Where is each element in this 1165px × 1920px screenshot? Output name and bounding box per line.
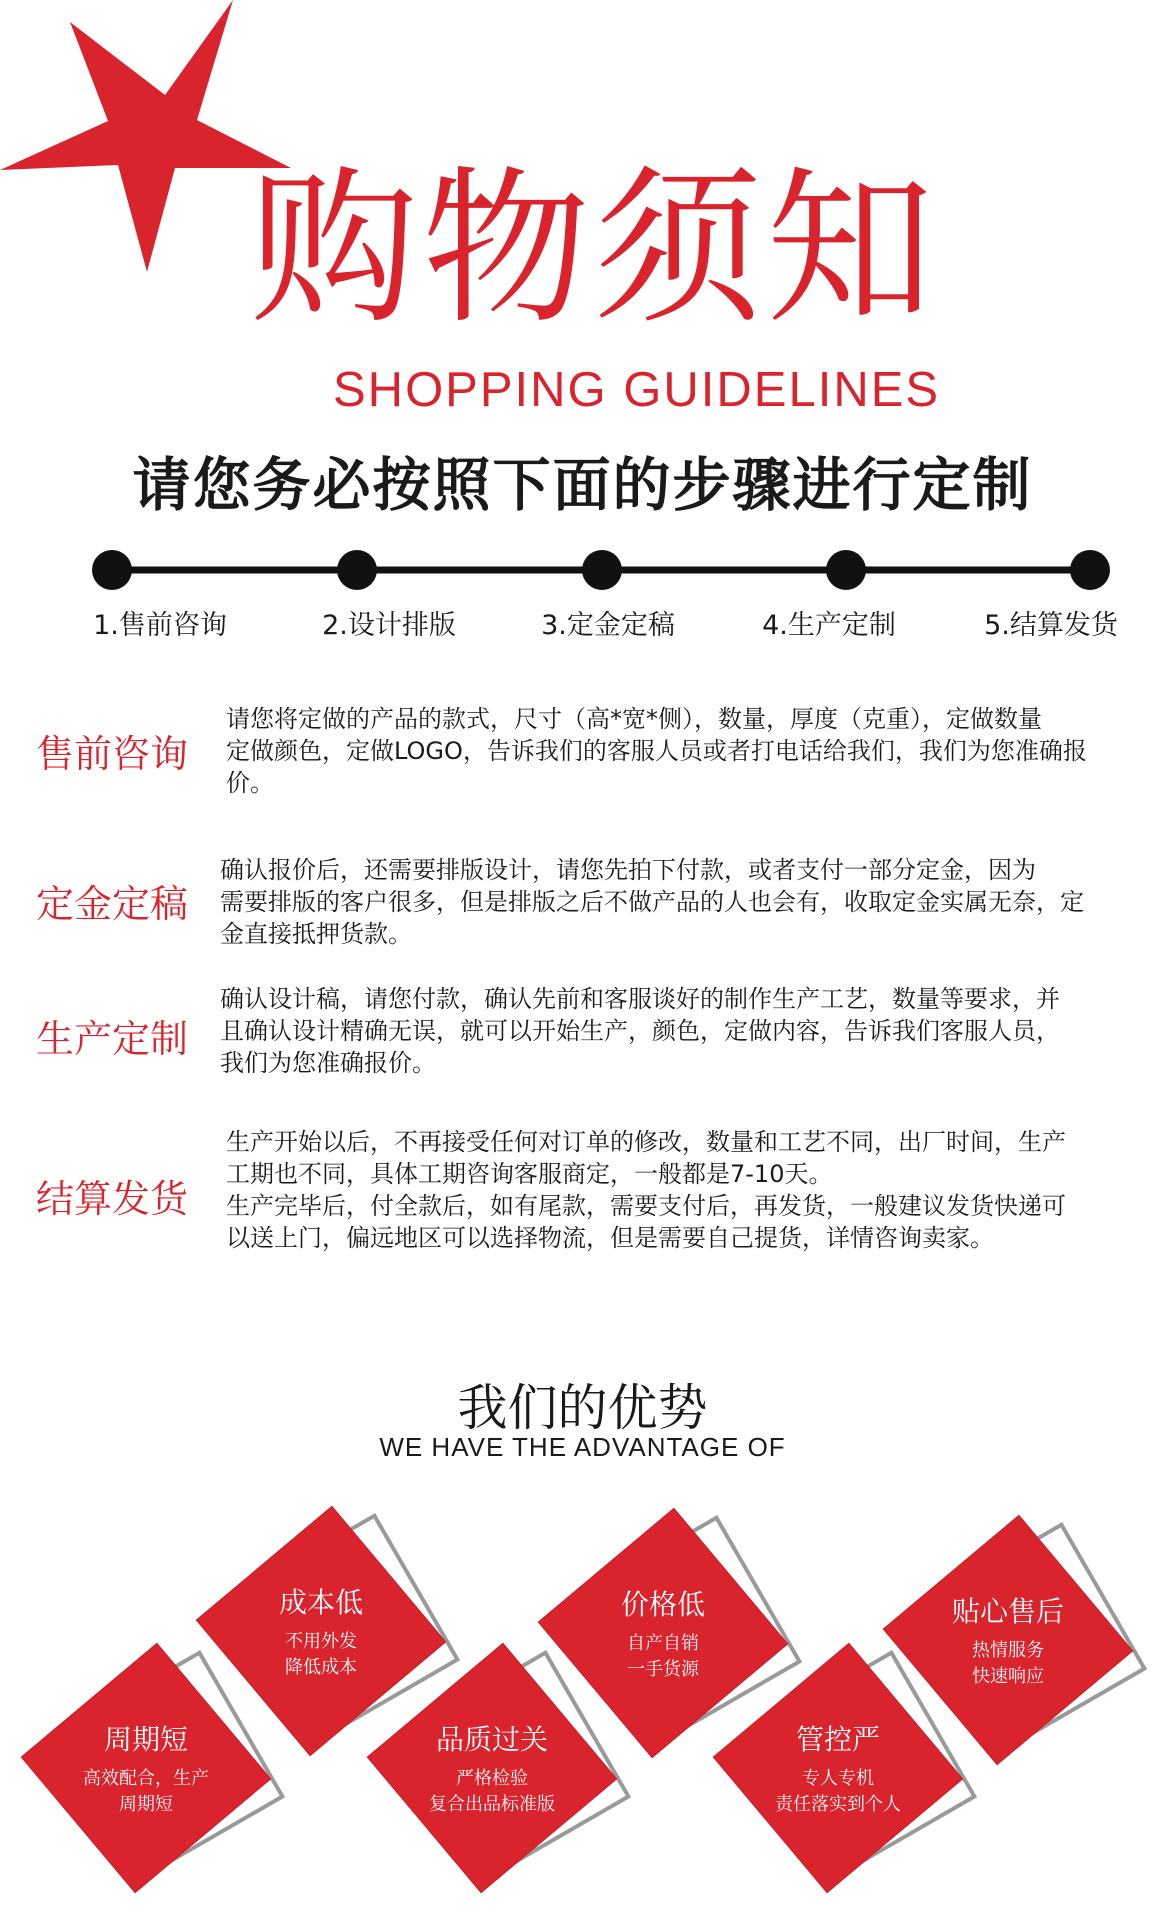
advantage-title: 价格低 <box>620 1588 705 1621</box>
step-dot <box>582 550 622 590</box>
page-title: 购物须知 <box>250 151 938 347</box>
page-subtitle-en: SHOPPING GUIDELINES <box>333 363 941 417</box>
section-text-settlement: 生产开始以后，不再接受任何对订单的修改，数量和工艺不同，出厂时间，生产 工期也不同，具体工期咨询客服商定，一般都是7-10天。 生产完毕后，付全款后，如有尾款，需要支付后，再发货，一般建议发货快递可 以送上门，偏远地区可以选择物流，但是需要自己提货，详情咨询卖家。 <box>226 1128 1066 1252</box>
section-title-deposit: 定金定稿 <box>36 882 189 926</box>
step-label-4: 4.生产定制 <box>762 610 896 641</box>
step-dot <box>92 550 132 590</box>
advantage-line2: 一手货源 <box>627 1659 699 1680</box>
advantage-title: 品质过关 <box>435 1723 548 1756</box>
advantage-line1: 不用外发 <box>285 1631 357 1652</box>
section-text-deposit: 确认报价后，还需要排版设计，请您先拍下付款，或者支付一部分定金，因为 需要排版的客户很多，但是排版之后不做产品的人也会有，收取定金实属无奈，定 金直接抵押货款。 <box>220 856 1084 948</box>
advantage-line2: 周期短 <box>119 1794 173 1815</box>
section-text-production: 确认设计稿，请您付款，确认先前和客服谈好的制作生产工艺，数量等要求，并 且确认设计精确无误，就可以开始生产，颜色，定做内容，告诉我们客服人员， 我们为您准确报价。 <box>220 985 1060 1077</box>
step-label-1: 1.售前咨询 <box>93 610 227 641</box>
step-label-2: 2.设计排版 <box>322 610 456 641</box>
advantage-line1: 自产自销 <box>627 1633 699 1654</box>
step-dot <box>1070 550 1110 590</box>
advantage-title: 贴心售后 <box>951 1595 1064 1628</box>
step-dot <box>826 550 866 590</box>
instruction-heading: 请您务必按照下面的步骤进行定制 <box>132 451 1033 519</box>
advantage-card-aftersale <box>920 1552 1120 1752</box>
advantage-line1: 高效配合，生产 <box>83 1768 209 1789</box>
advantages-subtitle: WE HAVE THE ADVANTAGE OF <box>379 1432 786 1462</box>
advantage-title: 成本低 <box>278 1586 363 1619</box>
advantage-line2: 责任落实到个人 <box>775 1794 901 1815</box>
step-label-3: 3.定金定稿 <box>541 610 675 641</box>
advantage-line2: 降低成本 <box>285 1657 357 1678</box>
advantage-line1: 热情服务 <box>972 1640 1044 1661</box>
advantage-line1: 专人专机 <box>802 1768 874 1789</box>
advantage-title: 周期短 <box>103 1723 188 1756</box>
section-title-production: 生产定制 <box>36 1017 189 1061</box>
section-title-presale: 售前咨询 <box>36 732 189 776</box>
step-dot <box>337 550 377 590</box>
advantage-line2: 快速响应 <box>972 1666 1044 1687</box>
section-text-presale: 请您将定做的产品的款式，尺寸（高*宽*侧），数量，厚度（克重），定做数量 定做颜色，定做LOGO，告诉我们的客服人员或者打电话给我们，我们为您准确报 价。 <box>226 705 1087 797</box>
advantage-title: 管控严 <box>795 1723 880 1756</box>
step-label-5: 5.结算发货 <box>984 610 1118 641</box>
advantage-line2: 复合出品标准版 <box>429 1794 555 1815</box>
section-title-settlement: 结算发货 <box>36 1177 189 1221</box>
advantages-title: 我们的优势 <box>457 1379 708 1437</box>
advantage-line1: 严格检验 <box>456 1768 528 1789</box>
